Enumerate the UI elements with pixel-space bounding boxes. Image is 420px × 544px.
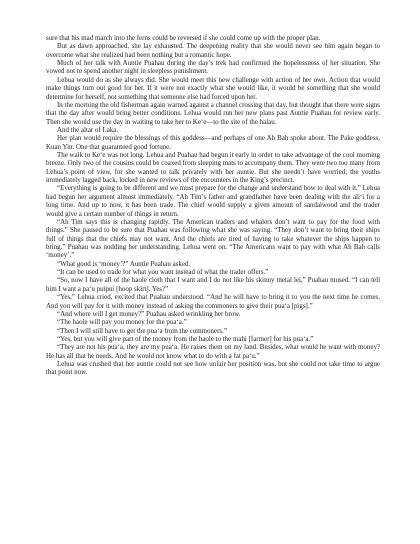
paragraph: Much of her talk with Auntie Puahau during the day’s trek had confirmed the hopelessness of her situation. She vowed not to spend another night in sleepless punishment. (46, 59, 380, 76)
paragraph: “Everything is going to be different and we must prepare for the change and understand how to deal with it.” Lehua had begun her argument almost immediately. “Ah Tim’s father and grandfather have been dealing with the ali‘i for a long time. And up to now, it has been trade. The chief would supply a given amount of sandalwood and the trader would give a certain number of things in return. (46, 184, 380, 218)
paragraph: “Then I will still have to get the pua‘a from the commoners.” (57, 326, 227, 335)
paragraph: “Yes, but you will give part of the money from the haole to the mahi [farmer] for his pua‘a.” (57, 334, 314, 343)
paragraph: sure that his mad march into the ferns could be reversed if she could come up with the proper plan. (46, 34, 321, 42)
paragraph: Her plan would require the blessings of this goddess—and perhaps of one Ah Bah spoke about. The Pake goddess, Kuan Yin. One that guaranteed good fortune. (46, 134, 380, 151)
paragraph: “The haole will pay you money for the pua‘a.” (57, 318, 187, 327)
paragraph: In the morning the old fisherman again warned against a channel crossing that day, but thought that there were signs that the day after would bring better conditions. Lehua would run her new plans past Auntie Puahau for review early. Then she would use the day in waiting to take her to Ke‘e—to the site of the halau. (46, 100, 380, 126)
paragraph: “What good is ‘money’?” Auntie Puahau asked. (57, 259, 191, 268)
paragraph: And the altar of Laka. (57, 125, 119, 134)
paragraph: “It can be used to trade for what you want instead of what the trader offers.” (57, 268, 269, 277)
body-text (46, 34, 380, 377)
paragraph: “So, now I have all of the haole cloth that I want and I do not like his skinny metal lei,” Puahau mused. “I can tell him I want a pa‘u puipui [hoop skirt]. Yes?” (46, 276, 380, 293)
paragraph: Lehua was crushed that her auntie could not see how unfair her position was, but she could not take time to argue that point now. (46, 360, 380, 377)
paragraph: The walk to Ke‘e was not long. Lehua and Puahau had begun it early in order to take advantage of the cool morning breeze. Only two of the cousins could be coaxed from sleeping mats to accompany them. They were two too many from Lehua’s point of view, for she wanted to talk privately with her auntie. But she needn’t have worried; the youths immediately lagged back, locked in new reviews of the encounters in the King’s precinct. (46, 151, 380, 185)
paragraph: Lehua would do as she always did. She would meet this new challenge with action of her own. Action that would make things turn out good for her. If it were not exactly what she would like, it would be something that she would determine for herself, not something that someone else had forced upon her. (46, 75, 380, 101)
paragraph: “Ah Tim says this is changing rapidly. The American traders and whalers don’t want to pay for the food with things.” She paused to be sure that Puahau was following what she was saying. “They don’t want to bring their ships full of things that the chiefs may not want. And the chiefs are tired of having to take whatever the ships happen to bring.” Puahau was nodding her understanding. Lehua went on. “The Americans want to pay with what Ah Bah calls ‘money’.” (46, 217, 380, 260)
paragraph: “They are not his pua‘a, they are my pua‘a. He raises them on my land. Besides, what would he want with money? He has all that he needs. And he would not know what to do with a fat pa‘u.” (46, 343, 380, 360)
paragraph: “Yes,” Lehua cried, excited that Puahau understood. “And he will have to bring it to you the next time he comes. And you will pay for it with money instead of asking the commoners to give their pua‘a [pigs].” (46, 293, 380, 310)
paragraph: “And where will I get money?” Puahau asked wrinkling her brow. (57, 309, 241, 318)
paragraph: But as dawn approached, she lay exhausted. The deepening reality that she would never see him again began to overcome what she realized had been nothing but a romantic hope. (46, 42, 380, 59)
